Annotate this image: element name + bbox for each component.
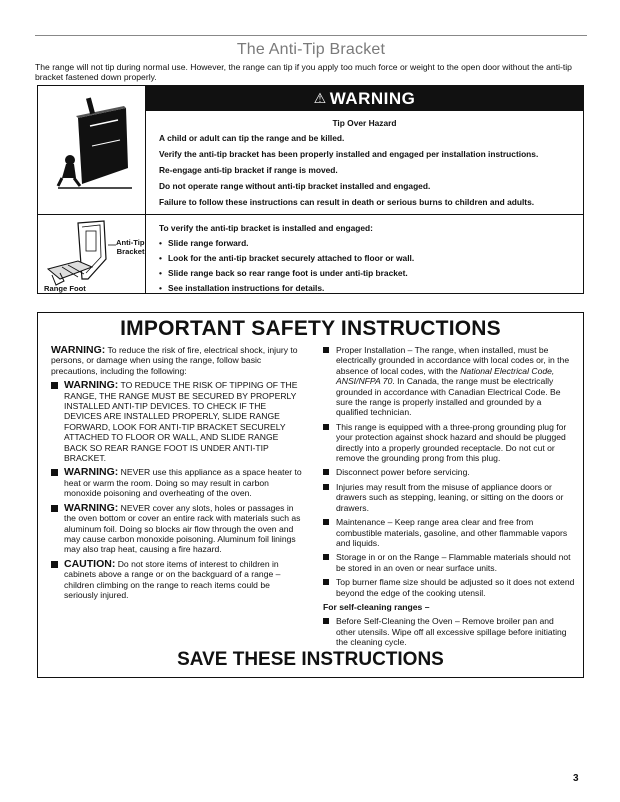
right-item (323, 577, 575, 598)
verify-heading: To verify the anti-tip bracket is installed and engaged: (159, 223, 373, 233)
page-number: 3 (573, 773, 579, 784)
item-text: Maintenance – Keep range area clear and free from combustible materials, gasoline, and other flammable vapors and liquids. (336, 517, 568, 548)
right-item (323, 467, 575, 477)
item-text: This range is equipped with a three-prong grounding plug for your protection against shock hazard and should be plugged directly into a properly grounded receptacle. Do not cut or remove the grounding prong from this plug. (336, 421, 567, 464)
right-item (323, 552, 575, 573)
verify-item-text: See installation instructions for details. (168, 283, 325, 293)
square-bullet-icon (323, 579, 329, 585)
hazard-line: Verify the anti-tip bracket has been properly installed and engaged per installation instructions. (159, 149, 539, 159)
lead-text: To reduce the risk of fire, electrical shock, injury to persons, or damage when using the range, follow basic precautions, including the following: (51, 345, 298, 376)
warning-banner (146, 86, 583, 111)
item-text: TO REDUCE THE RISK OF TIPPING OF THE RANGE, THE RANGE MUST BE SECURED BY PROPERLY INSTALLED ANTI-TIP DEVICES. TO CHECK IF THE DEVICES ARE INSTALLED PROPERLY, SLIDE RANGE FORWARD, LOOK FOR ANTI-TIP BRACKET SECURELY ATTACHED TO FLOOR OR WALL, AND SLIDE RANGE BACK SO REAR RANGE FOOT IS UNDER ANTI-TIP BRACKET. (64, 380, 298, 464)
item-label: WARNING: (64, 501, 119, 514)
warning-divider (38, 214, 583, 215)
square-bullet-icon (323, 347, 329, 353)
hazard-line: Failure to follow these instructions can result in death or serious burns to children and adults. (159, 197, 535, 207)
item-italic: National Electrical Code, ANSI/NFPA 70 (336, 365, 555, 387)
item-text: Storage in or on the Range – Flammable materials should not be stored in an oven or near surface units. (336, 552, 571, 573)
range-foot-label: Range Foot (44, 284, 86, 293)
left-item (51, 503, 303, 555)
warning-box (37, 85, 584, 294)
item-text-post: . In Canada, the range must be electrically grounded in accordance with Canadian Electrical Code. Be sure the range is properly installed and grounded by a qualified technician. (336, 376, 561, 418)
item-text: Injuries may result from the misuse of appliance doors or drawers such as stepping, leaning, or sitting on the doors or drawers. (336, 481, 564, 513)
square-bullet-icon (323, 554, 329, 560)
square-bullet-icon (51, 561, 58, 568)
square-bullet-icon (51, 505, 58, 512)
warning-triangle-icon: ⚠ (313, 90, 327, 106)
left-item (51, 380, 303, 463)
verify-item-text: Slide range forward. (168, 238, 249, 248)
item-label: WARNING: (64, 466, 119, 479)
bracket-label-line2: Bracket (116, 247, 145, 256)
item-text: Proper Installation – The range, when installed, must be electrically grounded in accordance with local codes or, in the absence of local codes, with the (336, 345, 570, 376)
right-item (323, 345, 575, 418)
right-item (323, 517, 575, 548)
self-clean-item (323, 616, 575, 647)
safety-title: IMPORTANT SAFETY INSTRUCTIONS (120, 317, 501, 340)
item-text: NEVER use this appliance as a space heater to heat or warm the room. Doing so may result in carbon monoxide poisoning and overheating of the oven. (64, 467, 302, 499)
bracket-label-line1: Anti-Tip (116, 238, 145, 247)
verify-item-text: Slide range back so rear range foot is under anti-tip bracket. (168, 268, 408, 278)
item-text: Do not store items of interest to children in cabinets above a range or on the backguard of a range – children climbing on the range to reach items could be seriously injured. (64, 558, 281, 600)
save-instructions-title: SAVE THESE INSTRUCTIONS (177, 649, 444, 670)
item-text: Before Self-Cleaning the Oven – Remove broiler pan and other utensils. Wipe off all excessive spillage before initiating the cleaning cycle. (336, 616, 567, 648)
square-bullet-icon (323, 469, 329, 475)
square-bullet-icon (323, 618, 329, 624)
anti-tip-bracket-label (116, 238, 145, 256)
square-bullet-icon (51, 382, 58, 389)
verify-item: • Slide range forward. (159, 238, 249, 248)
square-bullet-icon (323, 424, 329, 430)
verify-item: • Slide range back so rear range foot is under anti-tip bracket. (159, 268, 408, 278)
square-bullet-icon (51, 469, 58, 476)
verify-item: • See installation instructions for details. (159, 283, 325, 293)
safety-lead (51, 345, 303, 376)
safety-right-column (323, 345, 575, 652)
item-label: CAUTION: (64, 557, 116, 570)
warning-banner-text: WARNING (329, 89, 416, 108)
left-item (51, 559, 303, 601)
verify-item-text: Look for the anti-tip bracket securely attached to floor or wall. (168, 253, 415, 263)
self-clean-heading: For self-cleaning ranges – (323, 601, 430, 612)
section-title: The Anti-Tip Bracket (236, 41, 386, 58)
hazard-line: Re-engage anti-tip bracket if range is moved. (159, 165, 338, 175)
item-text: Top burner flame size should be adjusted so it does not extend beyond the edge of the cooking utensil. (336, 577, 575, 598)
left-item (51, 467, 303, 498)
intro-paragraph: The range will not tip during normal use. However, the range can tip if you apply too much force or weight to the open door without the anti-tip bracket fastened down properly. (35, 62, 572, 82)
square-bullet-icon (323, 519, 329, 525)
hazard-line: Do not operate range without anti-tip bracket installed and engaged. (159, 181, 431, 191)
warning-illustration-column (38, 86, 146, 293)
verify-item: • Look for the anti-tip bracket securely attached to floor or wall. (159, 253, 415, 263)
tip-over-illustration (38, 86, 144, 212)
item-text: NEVER cover any slots, holes or passages in the oven bottom or cover an entire rack with materials such as aluminum foil. Doing so blocks air flow through the oven and may cause carbon monoxide poisoning. Aluminum foil linings may also trap heat, causing a fire hazard. (64, 502, 301, 555)
safety-instructions-box (37, 312, 584, 678)
safety-left-column (51, 345, 303, 604)
item-label: WARNING: (64, 379, 119, 392)
square-bullet-icon (323, 484, 329, 490)
right-item (323, 482, 575, 513)
hazard-title: Tip Over Hazard (332, 118, 397, 128)
hazard-line: A child or adult can tip the range and be killed. (159, 133, 345, 143)
item-text: Disconnect power before servicing. (336, 467, 470, 478)
right-item (323, 422, 575, 464)
top-rule (35, 35, 587, 36)
lead-label: WARNING: (51, 344, 106, 356)
